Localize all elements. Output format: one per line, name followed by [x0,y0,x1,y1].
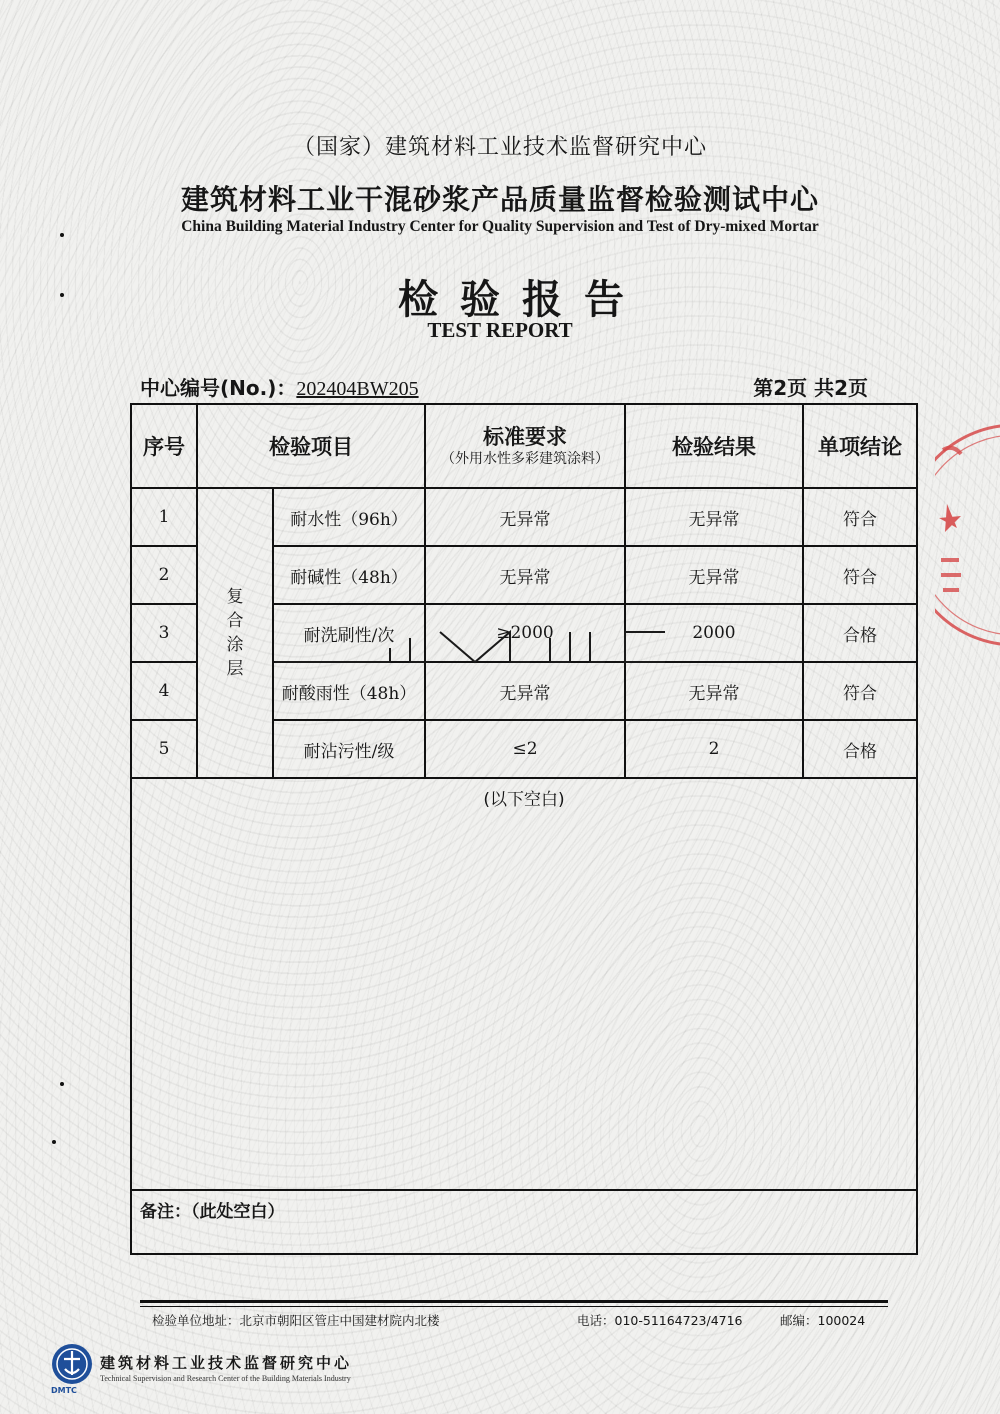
margin-mark [60,293,64,297]
group-char: 复 [226,587,244,607]
row-standard: 无异常 [425,662,625,720]
logo-abbreviation: DMTC [51,1386,77,1395]
table-header-row [131,404,917,488]
col-header-seq: 序号 [131,404,197,488]
row-conclusion: 符合 [803,662,917,720]
footer-divider [140,1300,888,1303]
col-header-standard-note: （外用水性多彩建筑涂料） [441,451,609,467]
row-result: 无异常 [625,546,803,604]
row-result: 2000 [625,604,803,662]
row-seq: 1 [131,488,197,546]
group-char: 层 [226,659,244,679]
report-title: 检验报告 [398,277,646,323]
blank-area-row [131,778,917,1190]
strikethrough-scrawl [270,618,690,678]
group-char: 涂 [226,635,244,655]
remark-row [131,1190,917,1254]
page-info: 第2页 共2页 [753,376,868,400]
row-standard: ≤2 [425,720,625,778]
row-conclusion: 合格 [803,720,917,778]
col-header-conclusion: 单项结论 [803,404,917,488]
footer-postcode: 邮编：100024 [780,1313,866,1328]
center-name: 建筑材料工业干混砂浆产品质量监督检验测试中心 [180,183,819,216]
row-seq: 3 [131,604,197,662]
row-result: 2 [625,720,803,778]
row-seq: 2 [131,546,197,604]
row-item: 耐沾污性/级 [273,720,425,778]
col-header-item: 检验项目 [197,404,425,488]
row-item: 耐碱性（48h） [273,546,425,604]
footer-address: 检验单位地址：北京市朝阳区管庄中国建材院内北楼 [152,1313,440,1328]
row-seq: 4 [131,662,197,720]
footer-divider-thin [140,1306,888,1307]
row-standard: 无异常 [425,488,625,546]
row-item: 耐洗刷性/次 [273,604,425,662]
group-char: 合 [226,611,244,631]
row-result: 无异常 [625,488,803,546]
margin-mark [60,1082,64,1086]
row-item: 耐水性（96h） [273,488,425,546]
row-standard: 无异常 [425,546,625,604]
col-header-result: 检验结果 [625,404,803,488]
report-table [130,403,918,1255]
row-standard: ≥2000 [425,604,625,662]
footer-organization-name-en: Technical Supervision and Research Center of the Building Materials Industry [100,1374,351,1383]
row-conclusion: 合格 [803,604,917,662]
col-header-standard [425,404,625,488]
report-title-en: TEST REPORT [427,318,573,342]
remark: 备注：（此处空白） [131,1190,917,1254]
col-header-standard-label: 标准要求 [483,425,567,449]
row-result: 无异常 [625,662,803,720]
official-seal-stamp [935,420,1000,650]
row-item: 耐酸雨性（48h） [273,662,425,720]
footer-telephone: 电话：010-51164723/4716 [577,1313,743,1328]
row-conclusion: 符合 [803,546,917,604]
blank-area: (以下空白) [131,778,917,1190]
margin-mark [52,1140,56,1144]
institute-name: （国家）建筑材料工业技术监督研究中心 [292,135,707,160]
report-number [140,372,419,401]
center-name-en: China Building Material Industry Center for Quality Supervision and Test of Dry-mixed Mortar [181,218,819,235]
organization-logo-icon [50,1342,94,1386]
group-label [197,488,273,778]
report-number-label: 中心编号(No.)： [140,376,297,400]
table-row [131,488,917,546]
row-seq: 5 [131,720,197,778]
margin-mark [60,233,64,237]
footer-organization-name: 建筑材料工业技术监督研究中心 [100,1354,353,1372]
report-number-value: 202404BW205 [296,378,419,400]
row-conclusion: 符合 [803,488,917,546]
